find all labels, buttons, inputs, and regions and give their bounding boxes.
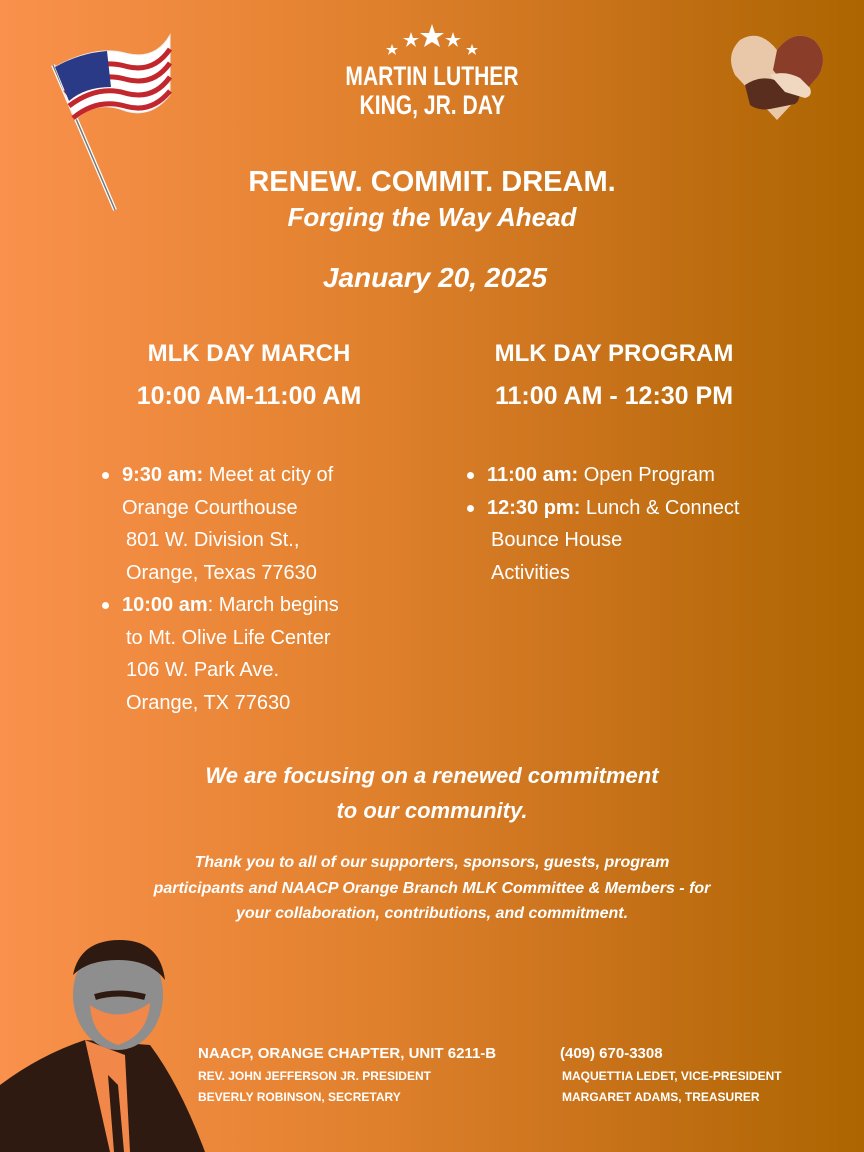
program-time: 11:00 AM - 12:30 PM [494, 382, 734, 410]
logo-line-1: MARTIN LUTHER [345, 61, 519, 91]
officer-president: REV. JOHN JEFFERSON JR. PRESIDENT [198, 1069, 431, 1083]
schedule-item: 9:30 am: Meet at city of Orange Courthouse 801 W. Division St., Orange, Texas 77630 [122, 459, 422, 589]
thanks-message: Thank you to all of our supporters, sponsors, guests, program participants and NAACP Orange Branch MLK Committee & Members - for your collaboration, contributions, and commitment. [153, 854, 711, 922]
phone-number: (409) 670-3308 [560, 1045, 663, 1062]
focus-statement: We are focusing on a renewed commitment to our community. [205, 763, 659, 823]
mlk-portrait [0, 935, 210, 1152]
tagline: Forging the Way Ahead [287, 202, 577, 232]
schedule-item: 11:00 am: Open Program [487, 459, 807, 492]
stars-icon [380, 22, 484, 62]
officer-treasurer: MARGARET ADAMS, TREASURER [562, 1090, 760, 1104]
program-schedule [487, 459, 807, 589]
schedule-item: 12:30 pm: Lunch & Connect Bounce House Activities [487, 492, 807, 590]
officer-vice-president: MAQUETTIA LEDET, VICE-PRESIDENT [562, 1069, 782, 1083]
march-time: 10:00 AM-11:00 AM [136, 382, 362, 410]
logo-line-2: KING, JR. DAY [359, 90, 505, 120]
march-title: MLK DAY MARCH [147, 340, 351, 367]
event-date: January 20, 2025 [322, 262, 548, 293]
logo-title [300, 62, 564, 120]
march-schedule [122, 459, 422, 719]
org-name: NAACP, ORANGE CHAPTER, UNIT 6211-B [198, 1045, 497, 1062]
program-title: MLK DAY PROGRAM [494, 340, 734, 367]
officer-secretary: BEVERLY ROBINSON, SECRETARY [198, 1090, 401, 1104]
headline: RENEW. COMMIT. DREAM. [248, 166, 616, 198]
handshake-heart-icon [725, 30, 830, 125]
schedule-item: 10:00 am: March begins to Mt. Olive Life Center 106 W. Park Ave. Orange, TX 77630 [122, 589, 422, 719]
